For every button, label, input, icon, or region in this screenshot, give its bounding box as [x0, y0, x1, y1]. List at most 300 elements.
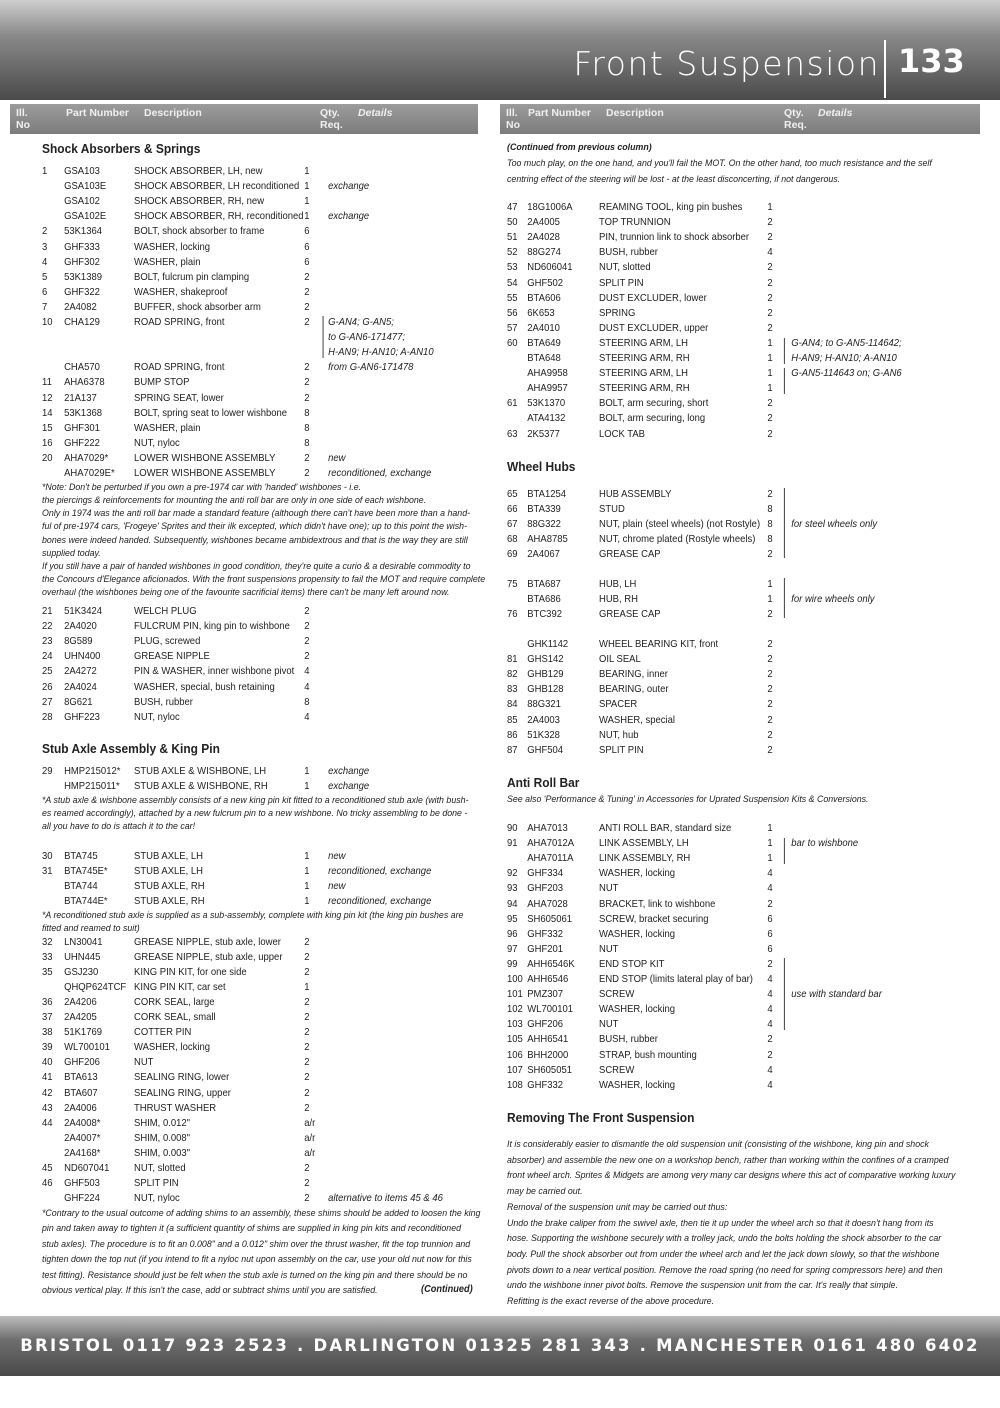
quantity: 6: [304, 241, 310, 253]
ill-number: 56: [507, 307, 518, 319]
description: SHIM, 0.003": [134, 1147, 191, 1159]
ill-number: 42: [42, 1087, 53, 1099]
description: WASHER, locking: [599, 928, 675, 940]
description: BUSH, rubber: [134, 696, 193, 708]
details: from G-AN6-171478: [328, 362, 414, 374]
description: SPLIT PIN: [599, 744, 644, 756]
quantity: a/r: [304, 1147, 316, 1159]
details: exchange: [328, 211, 370, 223]
part-number: BTA745E*: [64, 866, 108, 878]
part-number: HMP215011*: [64, 781, 120, 793]
ill-number: 41: [42, 1072, 53, 1084]
quantity: 1: [304, 196, 310, 208]
quantity: 2: [304, 317, 310, 328]
right-column: [507, 0, 956, 1307]
quantity: 1: [304, 851, 310, 862]
quantity: 2: [304, 606, 310, 617]
bracket-end-stop: [780, 958, 785, 1030]
quantity: 1: [304, 866, 310, 878]
quantity: 1: [767, 838, 773, 850]
ill-number: 1: [42, 166, 48, 177]
ill-number: 40: [42, 1057, 53, 1069]
quantity: 2: [304, 1162, 310, 1174]
part-number: 2A4020: [64, 621, 97, 633]
quantity: 2: [304, 651, 310, 663]
part-number: GHF222: [64, 437, 100, 449]
quantity: 8: [767, 534, 773, 546]
description: BOLT, fulcrum pin clamping: [134, 271, 250, 283]
ill-number: 16: [42, 437, 53, 449]
description: SHOCK ABSORBER, LH reconditioned: [134, 181, 300, 193]
note-line: centring effect of the steering will be lost - at the least disconcerting, if not dangerous.: [507, 173, 841, 185]
description: REAMING TOOL, king pin bushes: [599, 202, 743, 213]
part-number: BTA648: [527, 353, 561, 364]
quantity: 2: [304, 1177, 310, 1189]
description: ANTI ROLL BAR, standard size: [599, 823, 732, 834]
ill-number: 105: [507, 1034, 523, 1046]
part-number: BTA1254: [527, 489, 567, 500]
ill-number: 81: [507, 654, 518, 666]
quantity: 2: [304, 621, 310, 633]
description: STUB AXLE, LH: [134, 866, 203, 878]
description: HUB, RH: [599, 594, 638, 606]
left-column: [42, 0, 484, 1300]
description: NUT, hub: [599, 729, 639, 741]
description: SEALING RING, lower: [134, 1072, 230, 1084]
part-number: 8G589: [64, 636, 93, 648]
description: END STOP KIT: [599, 958, 665, 970]
part-number: 2A4010: [527, 322, 560, 334]
part-number: 21A137: [64, 392, 97, 404]
note-line: *Contrary to the usual outcome of adding shims to an assembly, these shims should be added to loosen the king: [42, 1208, 481, 1219]
ill-number: 55: [507, 292, 518, 304]
part-number: UHN445: [64, 952, 101, 964]
description: WASHER, plain: [134, 256, 201, 268]
description: FULCRUM PIN, king pin to wishbone: [134, 621, 290, 633]
part-number: 88G321: [527, 699, 561, 711]
description: HUB, LH: [599, 579, 637, 590]
ill-number: 60: [507, 337, 518, 349]
part-number: ND607041: [64, 1162, 110, 1174]
quantity: 2: [304, 1192, 310, 1204]
details: G-AN4; G-AN5;: [328, 317, 394, 328]
ill-number: 103: [507, 1019, 523, 1031]
ill-number: 100: [507, 974, 523, 985]
part-number: 53K1389: [64, 271, 103, 283]
part-number: BTA649: [527, 337, 561, 349]
quantity: 1: [767, 594, 773, 606]
part-number: 51K328: [527, 729, 560, 741]
part-number: AHA7029E*: [64, 468, 115, 479]
description: STUB AXLE, RH: [134, 881, 205, 893]
details: alternative to items 45 & 46: [328, 1192, 443, 1204]
note-line: es reamed accordingly), attached by a new fulcrum pin to a new wishbone. No tricky assembling to be done -: [42, 808, 468, 820]
details: new: [328, 881, 346, 893]
description: SHOCK ABSORBER, RH, reconditioned: [134, 211, 304, 223]
details: exchange: [328, 181, 370, 193]
quantity: 2: [767, 669, 773, 681]
quantity: 2: [304, 362, 310, 374]
description: WASHER, locking: [134, 241, 210, 253]
quantity: 2: [304, 1042, 310, 1054]
description: LINK ASSEMBLY, LH: [599, 838, 689, 850]
part-number: 51K1769: [64, 1027, 103, 1039]
col-details: Details: [358, 107, 393, 119]
page-footer: [0, 1316, 1000, 1376]
quantity: 2: [767, 1034, 773, 1046]
description: STRAP, bush mounting: [599, 1049, 697, 1061]
quantity: 1: [304, 896, 310, 908]
quantity: 2: [767, 413, 773, 425]
part-number: AHA7028: [527, 898, 568, 910]
quantity: 2: [767, 654, 773, 666]
quantity: 2: [767, 262, 773, 274]
quantity: 4: [767, 1004, 773, 1016]
description: WASHER, locking: [599, 1079, 675, 1091]
details: for steel wheels only: [791, 519, 878, 531]
quantity: 2: [767, 609, 773, 621]
description: GREASE NIPPLE, stub axle, lower: [134, 937, 281, 948]
quantity: 2: [304, 392, 310, 404]
part-number: 2A4206: [64, 997, 97, 1009]
quantity: 2: [767, 428, 773, 440]
part-number: BTA613: [64, 1072, 98, 1084]
description: PIN, trunnion link to shock absorber: [599, 232, 750, 244]
description: LOWER WISHBONE ASSEMBLY: [134, 468, 276, 479]
note-line: Too much play, on the one hand, and you'll fail the MOT. On the other hand, too much resistance and the self: [507, 158, 932, 169]
quantity: 8: [304, 696, 310, 708]
part-number: BTA744: [64, 881, 98, 893]
ill-number: 101: [507, 989, 523, 1001]
note-line: test fitting). Resistance should just be felt when the stub axle is turned on the king pin and there should be no: [42, 1269, 468, 1281]
description: KING PIN KIT, for one side: [134, 967, 247, 979]
note-line: Only in 1974 was the anti roll bar made a standard feature (although there can't have been more than a hand-: [42, 508, 471, 520]
description: CORK SEAL, small: [134, 1012, 216, 1024]
note-line: *Note: Don't be perturbed if you own a pre-1974 car with 'handed' wishbones - i.e.: [42, 482, 362, 493]
ill-number: 31: [42, 866, 53, 878]
details: new: [328, 452, 346, 464]
details: reconditioned, exchange: [328, 866, 432, 878]
note-line: pin and taken away to tighten it (a sufficient quantity of shims are supplied in king pin kits and reconditioned: [42, 1223, 462, 1235]
part-number: AHA9958: [527, 368, 568, 380]
quantity: 1: [304, 166, 310, 177]
quantity: 6: [767, 913, 773, 925]
part-number: GHF504: [527, 744, 564, 756]
description: WASHER, shakeproof: [134, 286, 228, 298]
quantity: 4: [767, 1079, 773, 1091]
description: WASHER, special, bush retaining: [134, 681, 275, 693]
part-number: BTA686: [527, 594, 561, 606]
part-number: 51K3424: [64, 606, 103, 617]
part-number: AHA7013: [527, 823, 568, 834]
part-number: 8G621: [64, 696, 93, 708]
col-no: No: [506, 119, 520, 131]
quantity: 4: [767, 989, 773, 1001]
part-number: BTA687: [527, 579, 561, 590]
ill-number: 7: [42, 301, 48, 313]
description: STUB AXLE, LH: [134, 851, 203, 862]
part-number: GHB129: [527, 669, 564, 681]
ill-number: 23: [42, 636, 53, 648]
quantity: 2: [304, 468, 310, 479]
part-number: WL700101: [64, 1042, 110, 1054]
ill-number: 86: [507, 729, 518, 741]
ill-number: 37: [42, 1012, 53, 1024]
ill-number: 53: [507, 262, 518, 274]
part-number: GSA102: [64, 196, 100, 208]
description: BOLT, arm securing, long: [599, 413, 706, 425]
description: BOLT, spring seat to lower wishbone: [134, 407, 288, 419]
part-number: GHF206: [527, 1019, 564, 1031]
ill-number: 36: [42, 997, 53, 1009]
details: H-AN9; H-AN10; A-AN10: [791, 353, 897, 364]
part-number: GHF332: [527, 1079, 564, 1091]
note-line: *A stub axle & wishbone assembly consists of a new king pin kit fitted to a reconditioned stub axle (with bush-: [42, 795, 469, 806]
ill-number: 43: [42, 1102, 53, 1114]
description: SPRING SEAT, lower: [134, 392, 224, 404]
description: LOWER WISHBONE ASSEMBLY: [134, 452, 276, 464]
ill-number: 99: [507, 958, 518, 970]
description: NUT, nyloc: [134, 1192, 180, 1204]
part-number: AHH6541: [527, 1034, 569, 1046]
description: SPACER: [599, 699, 638, 711]
part-number: GSJ230: [64, 967, 99, 979]
part-number: 53K1370: [527, 398, 566, 410]
ill-number: 12: [42, 392, 53, 404]
description: BOLT, arm securing, short: [599, 398, 709, 410]
description: PIN & WASHER, inner wishbone pivot: [134, 666, 295, 678]
ill-number: 52: [507, 247, 518, 259]
ill-number: 90: [507, 823, 518, 834]
part-number: AHA7029*: [64, 452, 109, 464]
ill-number: 67: [507, 519, 518, 531]
description: GREASE CAP: [599, 549, 661, 561]
description: STEERING ARM, RH: [599, 383, 690, 395]
description: WASHER, locking: [599, 868, 675, 880]
part-number: AHA7011A: [527, 853, 574, 865]
quantity: 2: [767, 489, 773, 500]
note-line: obvious vertical play. If this isn't the case, add or subtract shims until you are satisfied.: [42, 1285, 378, 1296]
quantity: 2: [304, 952, 310, 964]
ill-number: 32: [42, 937, 53, 948]
quantity: 2: [767, 232, 773, 244]
description: BEARING, inner: [599, 669, 668, 681]
note-line: may be carried out.: [507, 1186, 583, 1198]
description: NUT, slotted: [134, 1162, 186, 1174]
description: SCREW, bracket securing: [599, 913, 709, 925]
quantity: 1: [767, 337, 773, 349]
description: STUB AXLE & WISHBONE, RH: [134, 781, 268, 793]
part-number: GHK1142: [527, 639, 569, 650]
ill-number: 46: [42, 1177, 53, 1189]
description: GREASE NIPPLE: [134, 651, 210, 663]
part-number: UHN400: [64, 651, 101, 663]
ill-number: 57: [507, 322, 518, 334]
quantity: 6: [767, 943, 773, 955]
part-number: GHF302: [64, 256, 100, 268]
description: DUST EXCLUDER, lower: [599, 292, 707, 304]
description: NUT, nyloc: [134, 711, 180, 723]
part-number: GSA102E: [64, 211, 107, 223]
quantity: 2: [304, 1087, 310, 1099]
details: H-AN9; H-AN10; A-AN10: [328, 347, 434, 359]
ill-number: 95: [507, 913, 518, 925]
part-number: AHA8785: [527, 534, 568, 546]
part-number: WL700101: [527, 1004, 574, 1016]
quantity: 2: [767, 958, 773, 970]
description: WASHER, locking: [599, 1004, 675, 1016]
quantity: 1: [767, 383, 773, 395]
ill-number: 45: [42, 1162, 53, 1174]
ill-number: 92: [507, 868, 518, 880]
quantity: 2: [304, 286, 310, 298]
part-number: 53K1364: [64, 226, 103, 238]
note-line: supplied today.: [42, 547, 101, 559]
description: SHOCK ABSORBER, RH, new: [134, 196, 265, 208]
quantity: 2: [767, 744, 773, 756]
description: CORK SEAL, large: [134, 997, 215, 1009]
description: NUT, nyloc: [134, 437, 180, 449]
description: TOP TRUNNION: [599, 217, 671, 229]
description: NUT, slotted: [599, 262, 651, 274]
quantity: 1: [767, 202, 773, 213]
part-number: 2A4205: [64, 1012, 97, 1024]
bracket-steering-2: [780, 368, 785, 394]
description: END STOP (limits lateral play of bar): [599, 974, 753, 985]
part-number: BTA607: [64, 1087, 98, 1099]
quantity: 2: [304, 937, 310, 948]
ill-number: 61: [507, 398, 518, 410]
description: BUFFER, shock absorber arm: [134, 301, 261, 313]
quantity: 2: [767, 684, 773, 696]
ill-number: 87: [507, 744, 518, 756]
note-line: the piercings & reinforcements for mounting the anti roll bar are only in one side of each wishbone.: [42, 495, 427, 507]
quantity: 6: [767, 928, 773, 940]
quantity: 2: [767, 639, 773, 650]
section-anti-roll-bar: Anti Roll Bar: [507, 775, 580, 790]
quantity: 2: [304, 967, 310, 979]
note-line: all you have to do is attach it to the car!: [42, 821, 196, 833]
part-number: GHS142: [527, 654, 564, 666]
quantity: 4: [767, 868, 773, 880]
quantity: 4: [767, 1019, 773, 1031]
continued-label: (Continued): [421, 1284, 473, 1295]
note-line: It is considerably easier to dismantle the old suspension unit (consisting of the wishbone, king pin and shock: [507, 1139, 929, 1150]
note-line: *A reconditioned stub axle is supplied as a sub-assembly, complete with king pin kit (the king pin bushes are: [42, 910, 464, 921]
description: SPLIT PIN: [134, 1177, 179, 1189]
note-line: front wheel arch. Sprites & Midgets are among very many car designs where this act of comparative working luxury: [507, 1170, 956, 1182]
col-description: Description: [606, 107, 664, 119]
ill-number: 65: [507, 489, 518, 500]
page-number: 133: [898, 42, 965, 80]
part-number: GHF224: [64, 1192, 100, 1204]
part-number: 2A4007*: [64, 1132, 101, 1144]
note-line: body. Pull the shock absorber out from under the wheel arch and let the jack down slowly, so that the wishbone: [507, 1248, 940, 1260]
part-number: AHH6546K: [527, 958, 575, 970]
col-no: No: [16, 119, 30, 131]
ill-number: 54: [507, 277, 518, 289]
part-number: BTA744E*: [64, 896, 108, 908]
page-title: Front Suspension: [573, 44, 880, 83]
quantity: 4: [304, 711, 310, 723]
description: SCREW: [599, 989, 635, 1001]
ill-number: 44: [42, 1117, 53, 1129]
quantity: 1: [767, 353, 773, 364]
ill-number: 20: [42, 452, 53, 464]
ill-number: 83: [507, 684, 518, 696]
footer-contact: BRISTOL 0117 923 2523 . DARLINGTON 01325 281 343 . MANCHESTER 0161 480 6402: [20, 1336, 980, 1355]
description: SPLIT PIN: [599, 277, 644, 289]
ill-number: 50: [507, 217, 518, 229]
description: STUB AXLE & WISHBONE, LH: [134, 766, 267, 777]
quantity: 2: [767, 549, 773, 561]
part-number: GHF322: [64, 286, 100, 298]
part-number: 2A4024: [64, 681, 97, 693]
section-stub-axle: Stub Axle Assembly & King Pin: [42, 741, 220, 756]
part-number: 2A4168*: [64, 1147, 101, 1159]
quantity: 2: [767, 729, 773, 741]
details: exchange: [328, 766, 370, 777]
col-ill: Ill.: [16, 107, 28, 119]
ill-number: 33: [42, 952, 53, 964]
description: NUT, chrome plated (Rostyle wheels): [599, 534, 756, 546]
col-qty: Qty.: [320, 107, 340, 119]
part-number: SH605061: [527, 913, 573, 925]
ill-number: 102: [507, 1004, 523, 1016]
quantity: 4: [304, 666, 310, 678]
quantity: 4: [767, 247, 773, 259]
part-number: GHF334: [527, 868, 564, 880]
description: COTTER PIN: [134, 1027, 192, 1039]
quantity: 4: [767, 974, 773, 985]
description: WELCH PLUG: [134, 606, 197, 617]
quantity: 2: [304, 1102, 310, 1114]
ill-number: 97: [507, 943, 518, 955]
ill-number: 21: [42, 606, 53, 617]
ill-number: 108: [507, 1079, 523, 1091]
details: to G-AN6-171477;: [328, 332, 406, 344]
ill-number: 76: [507, 609, 518, 621]
quantity: 2: [767, 277, 773, 289]
quantity: 2: [767, 898, 773, 910]
ill-number: 15: [42, 422, 53, 434]
ill-number: 82: [507, 669, 518, 681]
note-anti-roll-bar: See also 'Performance & Tuning' in Accessories for Uprated Suspension Kits & Conversions.: [507, 794, 869, 805]
quantity: 2: [767, 398, 773, 410]
quantity: 2: [304, 271, 310, 283]
note-line: If you still have a pair of handed wishbones in good condition, they're quite a curio & a desirable commodity to: [42, 560, 471, 572]
part-number: HMP215012*: [64, 766, 121, 777]
note-line: fitted and reamed to suit): [42, 923, 140, 935]
quantity: 2: [304, 1072, 310, 1084]
ill-number: 29: [42, 766, 53, 777]
quantity: 6: [304, 256, 310, 268]
quantity: 1: [304, 982, 310, 994]
part-number: CHA570: [64, 362, 100, 374]
ill-number: 106: [507, 1049, 523, 1061]
description: STUB AXLE, RH: [134, 896, 205, 908]
description: STEERING ARM, LH: [599, 337, 688, 349]
quantity: 2: [304, 301, 310, 313]
quantity: 6: [304, 226, 310, 238]
description: BUMP STOP: [134, 377, 190, 389]
quantity: 2: [304, 1012, 310, 1024]
description: STEERING ARM, LH: [599, 368, 688, 380]
note-line: absorber) and assemble the new one on a workshop bench, rather than working within the confines of a cramped: [507, 1154, 949, 1166]
part-number: 2A4082: [64, 301, 97, 313]
ill-number: 68: [507, 534, 518, 546]
ill-number: 3: [42, 241, 48, 253]
